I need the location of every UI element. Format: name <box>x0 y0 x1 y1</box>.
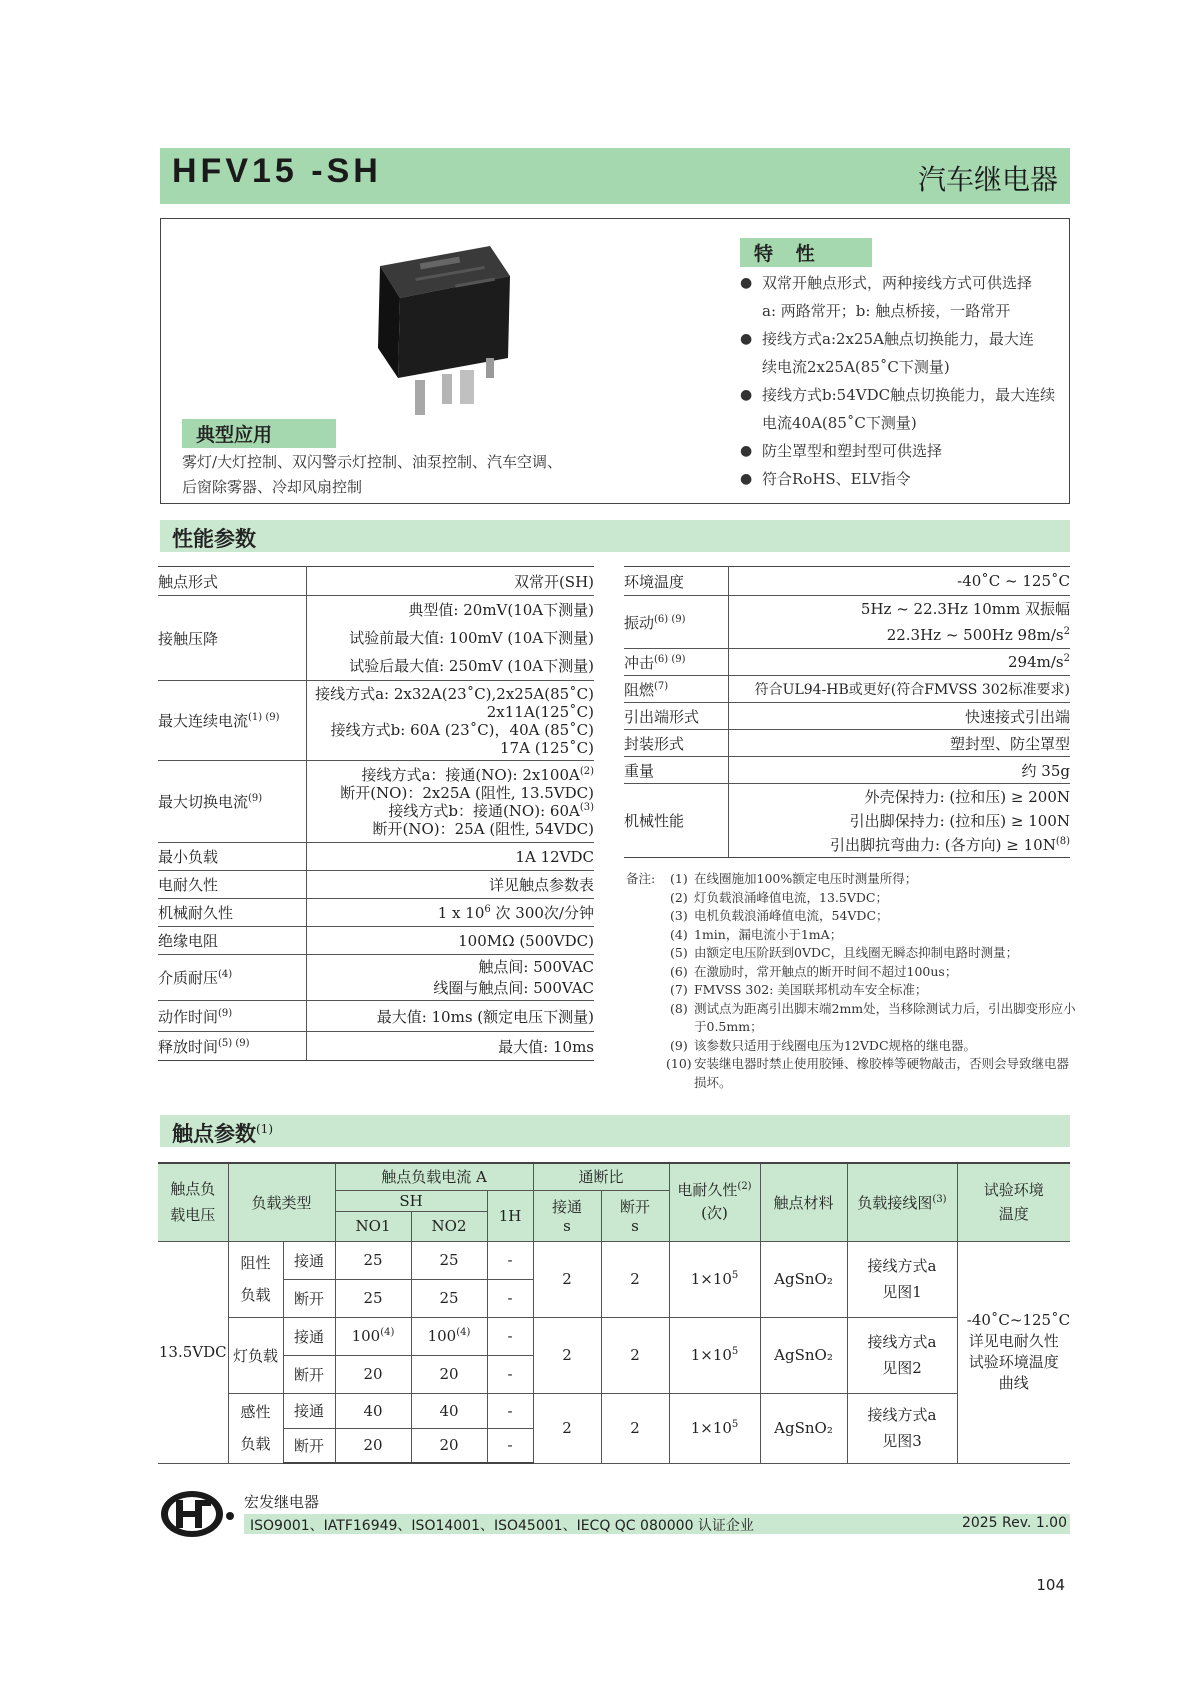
perf-value: 快速接式引出端 <box>728 703 1070 730</box>
note-item: (9) 该参数只适用于线圈电压为12VDC规格的继电器。 <box>670 1037 977 1053</box>
bullet-icon: ● <box>740 275 753 291</box>
table-row <box>158 1317 1070 1355</box>
cell-1h: - <box>487 1355 533 1393</box>
feature-line: 电流40A(85˚C下测量) <box>762 414 917 432</box>
col-endurance: 电耐久性$^{(2)}$ (次) <box>669 1163 760 1241</box>
contact-params-table <box>158 1162 1070 1464</box>
cell-wiring: 接线方式a 见图3 <box>847 1393 957 1463</box>
perf-value: 接线方式a：接通(NO): $2x100A^{(2)}$ 断开(NO)：2x25A (阻性, 13.5VDC) 接线方式b：接通(NO): $60A^{(3)}$ 断开(NO)：25A (阻性, 54VDC) <box>306 761 594 843</box>
performance-title: 性能参数 <box>172 526 256 551</box>
note-item: (8) 测试点为距离引出脚末端2mm处，当移除测试力后，引出脚变形应小于0.5mm； <box>670 1000 1076 1034</box>
perf-label: 阻燃$^{(7)}$ <box>624 676 728 703</box>
perf-row <box>158 567 594 596</box>
cell-1h: - <box>487 1317 533 1355</box>
col-1h: 1H <box>487 1190 533 1241</box>
perf-value: -40˚C ~ 125˚C <box>728 567 1070 596</box>
cell-no2: 40 <box>411 1393 487 1428</box>
perf-value: 双常开(SH) <box>306 567 594 596</box>
col-env: 试验环境温度 <box>957 1163 1070 1241</box>
performance-section-bar <box>160 520 1070 552</box>
perf-row <box>158 761 594 843</box>
load-voltage: 13.5VDC <box>158 1241 228 1463</box>
performance-table-left <box>158 566 594 1061</box>
cell-no2: 100$^{(4)}$ <box>411 1317 487 1355</box>
feature-line: a: 两路常开；b: 触点桥接，一路常开 <box>762 302 1011 320</box>
make-label: 接通 <box>283 1241 335 1279</box>
perf-row <box>624 730 1070 757</box>
perf-row <box>158 955 594 1001</box>
col-sh: SH <box>335 1190 487 1211</box>
perf-value: 约 35g <box>728 757 1070 784</box>
col-ratio: 通断比 <box>533 1163 669 1190</box>
feature-item <box>740 269 1070 325</box>
cell-on-s: 2 <box>533 1317 601 1393</box>
perf-value: 5Hz ~ 22.3Hz 10mm 双振幅 22.3Hz ~ 500Hz $98m/s^2$ <box>728 596 1070 649</box>
col-load-current: 触点负载电流 A <box>335 1163 533 1190</box>
page-number: 104 <box>1036 1576 1065 1594</box>
perf-row <box>158 843 594 871</box>
note-item: (6) 在激励时，常开触点的断开时间不超过100us； <box>670 963 958 979</box>
load-type: 感性负载 <box>228 1393 283 1463</box>
perf-value: 最大值: 10ms <box>306 1032 594 1061</box>
hf-logo-icon <box>158 1488 238 1540</box>
perf-row <box>624 596 1070 649</box>
applications-line: 雾灯/大灯控制、双闪警示灯控制、油泵控制、汽车空调、 <box>182 453 563 471</box>
cell-no1: 25 <box>335 1279 411 1317</box>
note-item: (4) 1min，漏电流小于1mA； <box>670 926 843 942</box>
cell-1h: - <box>487 1428 533 1463</box>
perf-label: 绝缘电阻 <box>158 927 306 955</box>
note-item: (3) 电机负载浪涌峰值电流，54VDC； <box>670 908 889 923</box>
cell-no1: 20 <box>335 1355 411 1393</box>
feature-line: 接线方式b:54VDC触点切换能力，最大连续 <box>762 386 1056 404</box>
cell-no2: 20 <box>411 1355 487 1393</box>
perf-label: 接触压降 <box>158 596 306 681</box>
perf-label: 介质耐压$^{(4)}$ <box>158 955 306 1001</box>
perf-label: 动作时间$^{(9)}$ <box>158 1001 306 1032</box>
cell-no2: 25 <box>411 1241 487 1279</box>
cell-no2: 20 <box>411 1428 487 1463</box>
perf-row <box>158 899 594 927</box>
cell-env: -40˚C~125˚C 详见电耐久性试验环境温度曲线 <box>957 1241 1070 1463</box>
features-list <box>740 269 1070 493</box>
cell-material: AgSnO₂ <box>760 1317 847 1393</box>
cell-endurance: $1\times 10^5$ <box>669 1393 760 1463</box>
feature-line: 防尘罩型和塑封型可供选择 <box>762 442 943 460</box>
bullet-icon: ● <box>740 443 753 459</box>
perf-value: 典型值: 20mV(10A下测量) 试验前最大值: 100mV (10A下测量) 试验后最大值: 250mV (10A下测量) <box>306 596 594 681</box>
perf-label: 封装形式 <box>624 730 728 757</box>
cell-1h: - <box>487 1279 533 1317</box>
col-load-type: 负载类型 <box>228 1163 335 1241</box>
perf-row <box>158 871 594 899</box>
perf-value: 符合UL94-HB或更好(符合FMVSS 302标准要求) <box>728 676 1070 703</box>
perf-row <box>158 927 594 955</box>
perf-label: 电耐久性 <box>158 871 306 899</box>
perf-label: 冲击$^{(6) (9)}$ <box>624 649 728 676</box>
perf-row <box>624 676 1070 703</box>
perf-row <box>158 1001 594 1032</box>
table-row <box>158 1241 1070 1279</box>
perf-row <box>624 567 1070 596</box>
load-type: 灯负载 <box>228 1317 283 1393</box>
perf-label: 机械性能 <box>624 784 728 858</box>
col-voltage: 触点负载电压 <box>158 1163 228 1241</box>
cell-on-s: 2 <box>533 1393 601 1463</box>
perf-row <box>158 596 594 681</box>
contact-section-bar <box>160 1115 1070 1147</box>
perf-label: 最大连续电流$^{(1) (9)}$ <box>158 681 306 761</box>
load-type: 阻性负载 <box>228 1241 283 1317</box>
perf-row <box>624 649 1070 676</box>
cell-no1: 20 <box>335 1428 411 1463</box>
break-label: 断开 <box>283 1279 335 1317</box>
feature-line: 双常开触点形式，两种接线方式可供选择 <box>762 274 1033 292</box>
cell-wiring: 接线方式a 见图2 <box>847 1317 957 1393</box>
feature-line: 接线方式a:2x25A触点切换能力，最大连 <box>762 330 1034 348</box>
col-no1: NO1 <box>335 1211 411 1241</box>
feature-item <box>740 437 1070 465</box>
performance-table-right <box>624 566 1070 858</box>
perf-value: 100MΩ (500VDC) <box>306 927 594 955</box>
cell-no1: 25 <box>335 1241 411 1279</box>
perf-label: 机械耐久性 <box>158 899 306 927</box>
perf-value: 触点间: 500VAC 线圈与触点间: 500VAC <box>306 955 594 1001</box>
bullet-icon: ● <box>740 331 753 347</box>
cell-off-s: 2 <box>601 1393 669 1463</box>
perf-row <box>158 1032 594 1061</box>
feature-item <box>740 465 1070 493</box>
applications-title: 典型应用 <box>182 419 336 448</box>
note-item: (2) 灯负载浪涌峰值电流，13.5VDC； <box>670 889 888 905</box>
perf-value: 接线方式a: 2x32A(23˚C),2x25A(85˚C) 2x11A(125˚C) 接线方式b: 60A (23˚C)，40A (85˚C) 17A (125˚C) <box>306 681 594 761</box>
bullet-icon: ● <box>740 387 753 403</box>
perf-label: 引出端形式 <box>624 703 728 730</box>
applications-text <box>182 450 562 500</box>
break-label: 断开 <box>283 1355 335 1393</box>
perf-label: 触点形式 <box>158 567 306 596</box>
bullet-icon: ● <box>740 471 753 487</box>
cell-off-s: 2 <box>601 1241 669 1317</box>
perf-value: 外壳保持力: (拉和压) ≥ 200N 引出脚保持力: (拉和压) ≥ 100N 引出脚抗弯曲力: (各方向) ≥ $10N^{(8)}$ <box>728 784 1070 858</box>
cell-1h: - <box>487 1393 533 1428</box>
make-label: 接通 <box>283 1393 335 1428</box>
perf-value: 1A 12VDC <box>306 843 594 871</box>
company-name: 宏发继电器 <box>244 1493 320 1511</box>
perf-row <box>624 757 1070 784</box>
product-model: HFV15 -SH <box>172 152 382 190</box>
cell-no2: 25 <box>411 1279 487 1317</box>
perf-label: 重量 <box>624 757 728 784</box>
feature-item <box>740 325 1070 381</box>
make-label: 接通 <box>283 1317 335 1355</box>
perf-row <box>158 681 594 761</box>
col-on: 接通 s <box>533 1190 601 1241</box>
note-item: (5) 由额定电压阶跃到0VDC，且线圈无瞬态抑制电路时测量； <box>670 945 1019 960</box>
cell-on-s: 2 <box>533 1241 601 1317</box>
cell-material: AgSnO₂ <box>760 1393 847 1463</box>
cell-wiring: 接线方式a 见图1 <box>847 1241 957 1317</box>
cell-material: AgSnO₂ <box>760 1241 847 1317</box>
perf-row <box>624 703 1070 730</box>
contact-header-row <box>158 1163 1070 1190</box>
note-item: 备注: (1) 在线圈施加100%额定电压时测量所得； <box>626 871 918 886</box>
perf-label: 振动$^{(6) (9)}$ <box>624 596 728 649</box>
perf-row <box>624 784 1070 858</box>
col-off: 断开 s <box>601 1190 669 1241</box>
applications-line: 后窗除雾器、冷却风扇控制 <box>182 478 363 496</box>
cell-no1: 40 <box>335 1393 411 1428</box>
break-label: 断开 <box>283 1428 335 1463</box>
table-row <box>158 1393 1070 1428</box>
relay-photo <box>360 238 530 418</box>
perf-value: 最大值: 10ms (额定电压下测量) <box>306 1001 594 1032</box>
perf-value: 详见触点参数表 <box>306 871 594 899</box>
perf-label: 释放时间$^{(5) (9)}$ <box>158 1032 306 1061</box>
contact-title: 触点参数$^{(1)}$ <box>172 1121 273 1146</box>
perf-label: 最小负载 <box>158 843 306 871</box>
col-material: 触点材料 <box>760 1163 847 1241</box>
note-item: (10) 安装继电器时禁止使用胶锤、橡胶棒等硬物敲击，否则会导致继电器损坏。 <box>666 1056 1070 1090</box>
feature-line: 续电流2x25A(85˚C下测量) <box>762 358 950 376</box>
col-wiring: 负载接线图$^{(3)}$ <box>847 1163 957 1241</box>
feature-line: 符合RoHS、ELV指令 <box>762 470 911 488</box>
cell-1h: - <box>487 1241 533 1279</box>
perf-label: 最大切换电流$^{(9)}$ <box>158 761 306 843</box>
perf-label: 环境温度 <box>624 567 728 596</box>
revision: 2025 Rev. 1.00 <box>961 1515 1067 1531</box>
perf-value: 塑封型、防尘罩型 <box>728 730 1070 757</box>
cell-endurance: $1\times 10^5$ <box>669 1241 760 1317</box>
cell-no1: 100$^{(4)}$ <box>335 1317 411 1355</box>
col-no2: NO2 <box>411 1211 487 1241</box>
features-title: 特 性 <box>740 238 872 267</box>
certifications: ISO9001、IATF16949、ISO14001、ISO45001、IECQ QC 080000 认证企业 <box>250 1518 754 1534</box>
perf-value: 1 x $10^6$ 次 300次/分钟 <box>306 899 594 927</box>
perf-value: $294m/s^2$ <box>728 649 1070 676</box>
notes <box>626 870 1076 1092</box>
cell-endurance: $1\times 10^5$ <box>669 1317 760 1393</box>
product-category: 汽车继电器 <box>917 163 1058 196</box>
cell-off-s: 2 <box>601 1317 669 1393</box>
feature-item <box>740 381 1070 437</box>
note-item: (7) FMVSS 302: 美国联邦机动车安全标准； <box>670 982 928 997</box>
